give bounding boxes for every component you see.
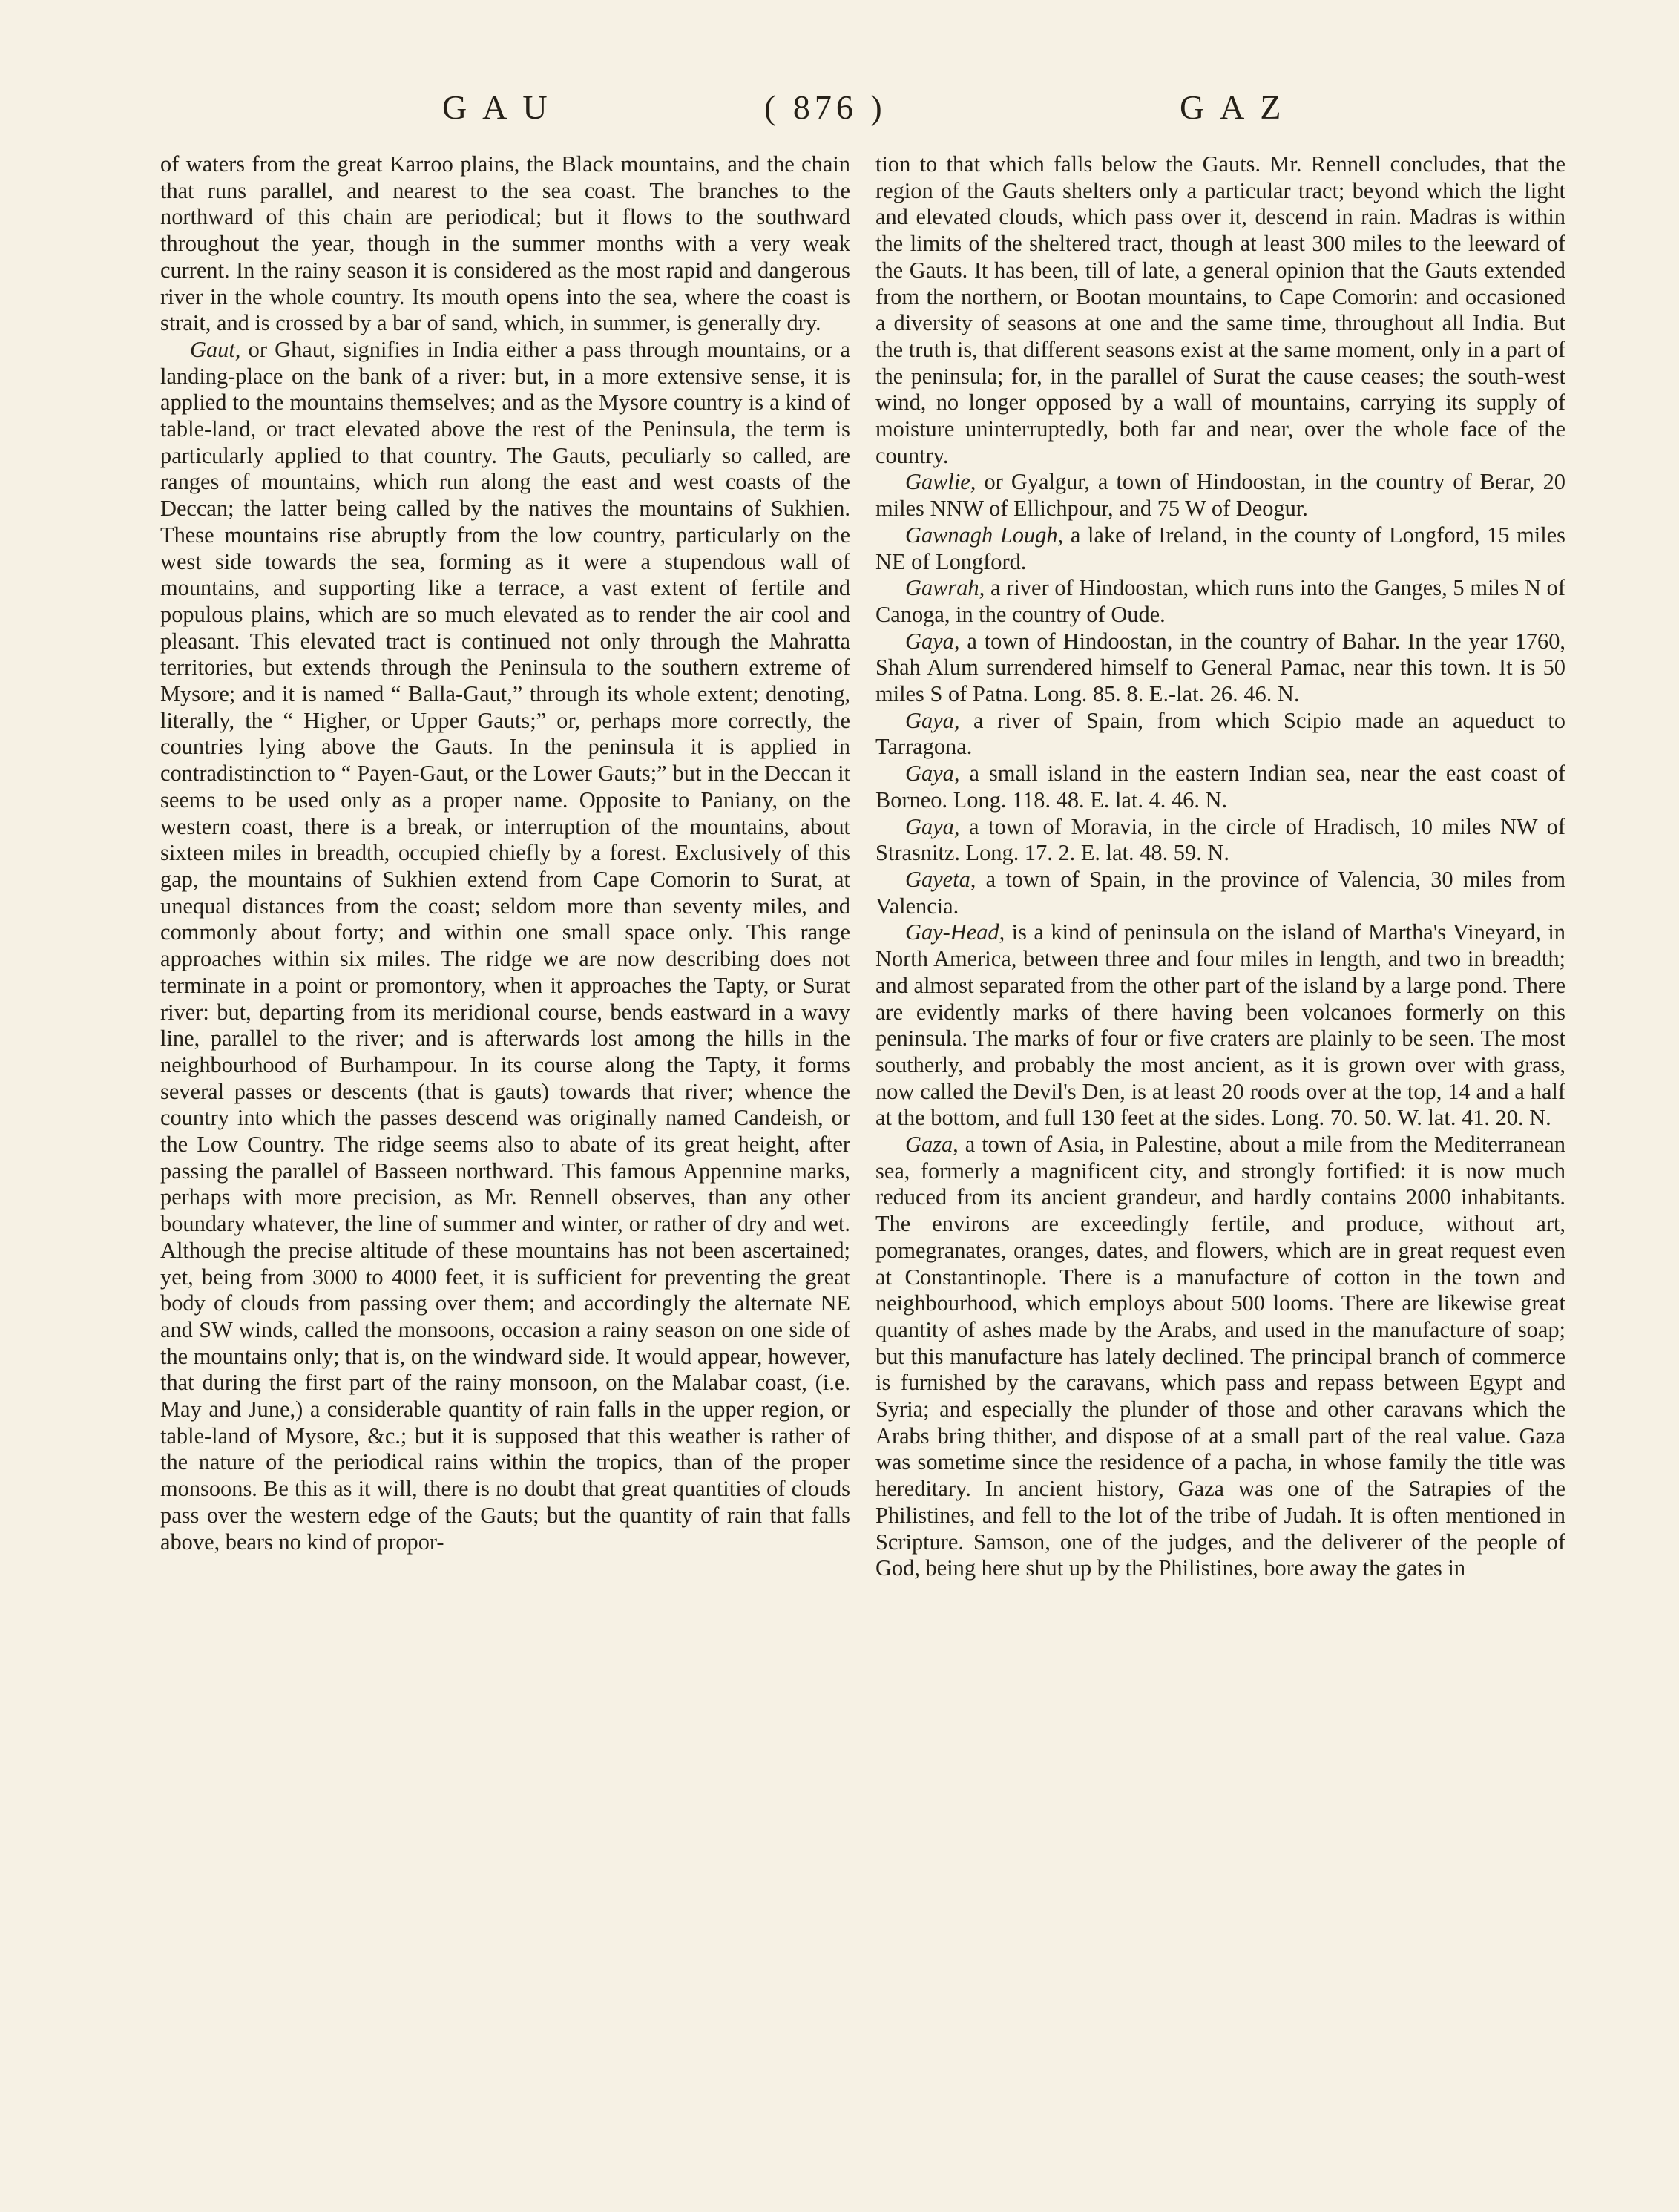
entry-gaza: [875, 1132, 1565, 1582]
entry-gawlie: [875, 469, 1565, 522]
entry-text: a town of Hindoostan, in the country of Bahar. In the year 1760, Shah Alum surrendered himself to General Pamac, near this town. It is 50 miles S of Patna. Long. 85. 8. E.-lat. 26. 46. N.: [875, 628, 1565, 707]
entry-gaya-moravia: [875, 814, 1565, 867]
entry-gawrah: [875, 575, 1565, 628]
headword: Gaza,: [905, 1132, 959, 1158]
left-column: [160, 151, 850, 1555]
entry-text: or Gyalgur, a town of Hindoostan, in the country of Berar, 20 miles NNW of Ellichpour, and 75 W of Deogur.: [875, 469, 1565, 522]
headword: Gaya,: [905, 628, 960, 654]
headword: Gaya,: [905, 707, 960, 733]
page-number: ( 876 ): [764, 88, 887, 126]
headword: Gaya,: [905, 761, 960, 787]
entry-gay-head: [875, 919, 1565, 1132]
entry-text: a river of Spain, from which Scipio made an aqueduct to Tarragona.: [875, 707, 1565, 760]
headword: Gaut,: [190, 336, 241, 362]
header-left-guideword: G A U: [442, 88, 552, 126]
entry-text: tion to that which falls below the Gauts. Mr. Rennell concludes, that the region of the Gauts shelters only a particular tract; beyond which the light and elevated clouds, which pass over it, descend in rain. Madras is within the limits of the sheltered tract, though at least 300 miles to the leeward of the Gauts. It has been, till of late, a general opinion that the Gauts extended from the northern, or Bootan mountains, to Cape Comorin: and occasioned a diversity of seasons at one and the same time, throughout all India. But the truth is, that different seasons exist at the same moment, only in a part of the peninsula; for, in the parallel of Surat the cause ceases; the south-west wind, no longer opposed by a wall of mountains, carrying its supply of moisture uninterruptedly, both far and near, over the whole face of the country.: [875, 151, 1565, 468]
entry-text: is a kind of peninsula on the island of Martha's Vineyard, in North America, between three and four miles in length, and two in breadth; and almost separated from the other part of the island by a large pond. There are evidently marks of there having been volcanoes formerly on this peninsula. The marks of four or five craters are plainly to be seen. The most southerly, and probably the most ancient, as it is grown over with grass, now called the Devil's Den, is at least 20 roods over at the top, 14 and a half at the bottom, and full 130 feet at the sides. Long. 70. 50. W. lat. 41. 20. N.: [875, 919, 1565, 1131]
entry-continuation: [875, 151, 1565, 469]
headword: Gawlie,: [905, 469, 976, 495]
headword: Gawrah,: [905, 575, 985, 601]
entry-text: a river of Hindoostan, which runs into the Ganges, 5 miles N of Canoga, in the country of Oude.: [875, 575, 1565, 627]
entry-text: a town of Spain, in the province of Valencia, 30 miles from Valencia.: [875, 866, 1565, 919]
header-right-guideword: G A Z: [1180, 88, 1286, 126]
entry-continuation: [160, 151, 850, 337]
entry-text: or Ghaut, signifies in India either a pass through mountains, or a landing-place on the bank of a river: but, in a more extensive sense, it is applied to the mountains themselves; and as the Mysore country is a kind of table-land, or tract elevated above the rest of the Peninsula, the term is particularly applied to that country. The Gauts, peculiarly so called, are ranges of mountains, which run along the east and west coasts of the Deccan; the latter being called by the natives the mountains of Sukhien. These mountains rise abruptly from the low country, particularly on the west side towards the sea, forming as it were a stupendous wall of mountains, and supporting like a terrace, a vast extent of fertile and populous plains, which are so much elevated as to render the air cool and pleasant. This elevated tract is continued not only through the Mahratta territories, but extends through the Peninsula to the southern extreme of Mysore; and it is named “ Balla-Gaut,” through its whole extent; denoting, literally, the “ Higher, or Upper Gauts;” or, perhaps more correctly, the countries lying above the Gauts. In the peninsula it is applied in contradistinction to “ Payen-Gaut, or the Lower Gauts;” but in the Deccan it seems to be used only as a proper name. Opposite to Paniany, on the western coast, there is a break, or interruption of the mountains, about sixteen miles in breadth, occupied chiefly by a forest. Exclusively of this gap, the mountains of Sukhien extend from Cape Comorin to Surat, at unequal distances from the coast; seldom more than seventy miles, and commonly about forty; and within one small space only. This range approaches within six miles. The ridge we are now describing does not terminate in a point or promontory, when it approaches the Tapty, or Surat river: but, departing from its meridional course, bends eastward in a wavy line, parallel to the river; and is afterwards lost among the hills in the neighbourhood of Burhampour. In its course along the Tapty, it forms several passes or descents (that is gauts) towards that river; whence the country into which the passes descend was originally named Candeish, or the Low Country. The ridge seems also to abate of its great height, after passing the parallel of Basseen northward. This famous Appennine marks, perhaps with more precision, as Mr. Rennell observes, than any other boundary whatever, the line of summer and winter, or rather of dry and wet. Although the precise altitude of these mountains has not been ascertained; yet, being from 3000 to 4000 feet, it is sufficient for preventing the great body of clouds from passing over them; and accordingly the alternate NE and SW winds, called the monsoons, occasion a rainy season on one side of the mountains only; that is, on the windward side. It would appear, however, that during the first part of the rainy monsoon, on the Malabar coast, (i.e. May and June,) a considerable quantity of rain falls in the upper region, or table-land of Mysore, &c.; but it is supposed that this weather is rather of the nature of the periodical rains within the tropics, than of the proper monsoons. Be this as it will, there is no doubt that great quantities of clouds pass over the western edge of the Gauts; but the quantity of rain that falls above, bears no kind of propor-: [160, 336, 850, 1555]
right-column: [875, 151, 1565, 1582]
entry-gawnagh-lough: [875, 522, 1565, 575]
entry-gaya-river: [875, 708, 1565, 761]
entry-gaya-town: [875, 629, 1565, 708]
entry-text: a town of Moravia, in the circle of Hradisch, 10 miles NW of Strasnitz. Long. 17. 2. E. lat. 48. 59. N.: [875, 813, 1565, 866]
entry-text: a lake of Ireland, in the county of Longford, 15 miles NE of Longford.: [875, 522, 1565, 574]
entry-text: a small island in the eastern Indian sea, near the east coast of Borneo. Long. 118. 48. E. lat. 4. 46. N.: [875, 761, 1565, 813]
headword: Gawnagh Lough,: [905, 522, 1064, 548]
entry-gayeta: [875, 867, 1565, 919]
headword: Gay-Head,: [905, 919, 1005, 945]
running-header: [0, 88, 1679, 132]
headword: Gaya,: [905, 813, 960, 839]
entry-text: a town of Asia, in Palestine, about a mile from the Mediterranean sea, formerly a magnificent city, and strongly fortified: it is now much reduced from its ancient grandeur, and hardly contains 2000 inhabitants. The environs are exceedingly fertile, and produce, without art, pomegranates, oranges, dates, and flowers, which are in great request even at Constantinople. There is a manufacture of cotton in the town and neighbourhood, which employs about 500 looms. There are likewise great quantity of ashes made by the Arabs, and used in the manufacture of soap; but this manufacture has lately declined. The principal branch of commerce is furnished by the caravans, which pass and repass between Egypt and Syria; and especially the plunder of those and other caravans which the Arabs bring thither, and dispose of at a small part of the real value. Gaza was sometime since the residence of a pacha, in whose family the title was hereditary. In ancient history, Gaza was one of the Satrapies of the Philistines, and fell to the lot of the tribe of Judah. It is often mentioned in Scripture. Samson, one of the judges, and the deliverer of the people of God, being here shut up by the Philistines, bore away the gates in: [875, 1132, 1565, 1581]
entry-gaut: [160, 337, 850, 1555]
entry-text: of waters from the great Karroo plains, the Black mountains, and the chain that runs parallel, and nearest to the sea coast. The branches to the northward of this chain are periodical; but it flows to the southward throughout the year, though in the summer months with a very weak current. In the rainy season it is considered as the most rapid and dangerous river in the whole country. Its mouth opens into the sea, where the coast is strait, and is crossed by a bar of sand, which, in summer, is generally dry.: [160, 151, 850, 336]
entry-gaya-island: [875, 761, 1565, 813]
headword: Gayeta,: [905, 866, 976, 892]
